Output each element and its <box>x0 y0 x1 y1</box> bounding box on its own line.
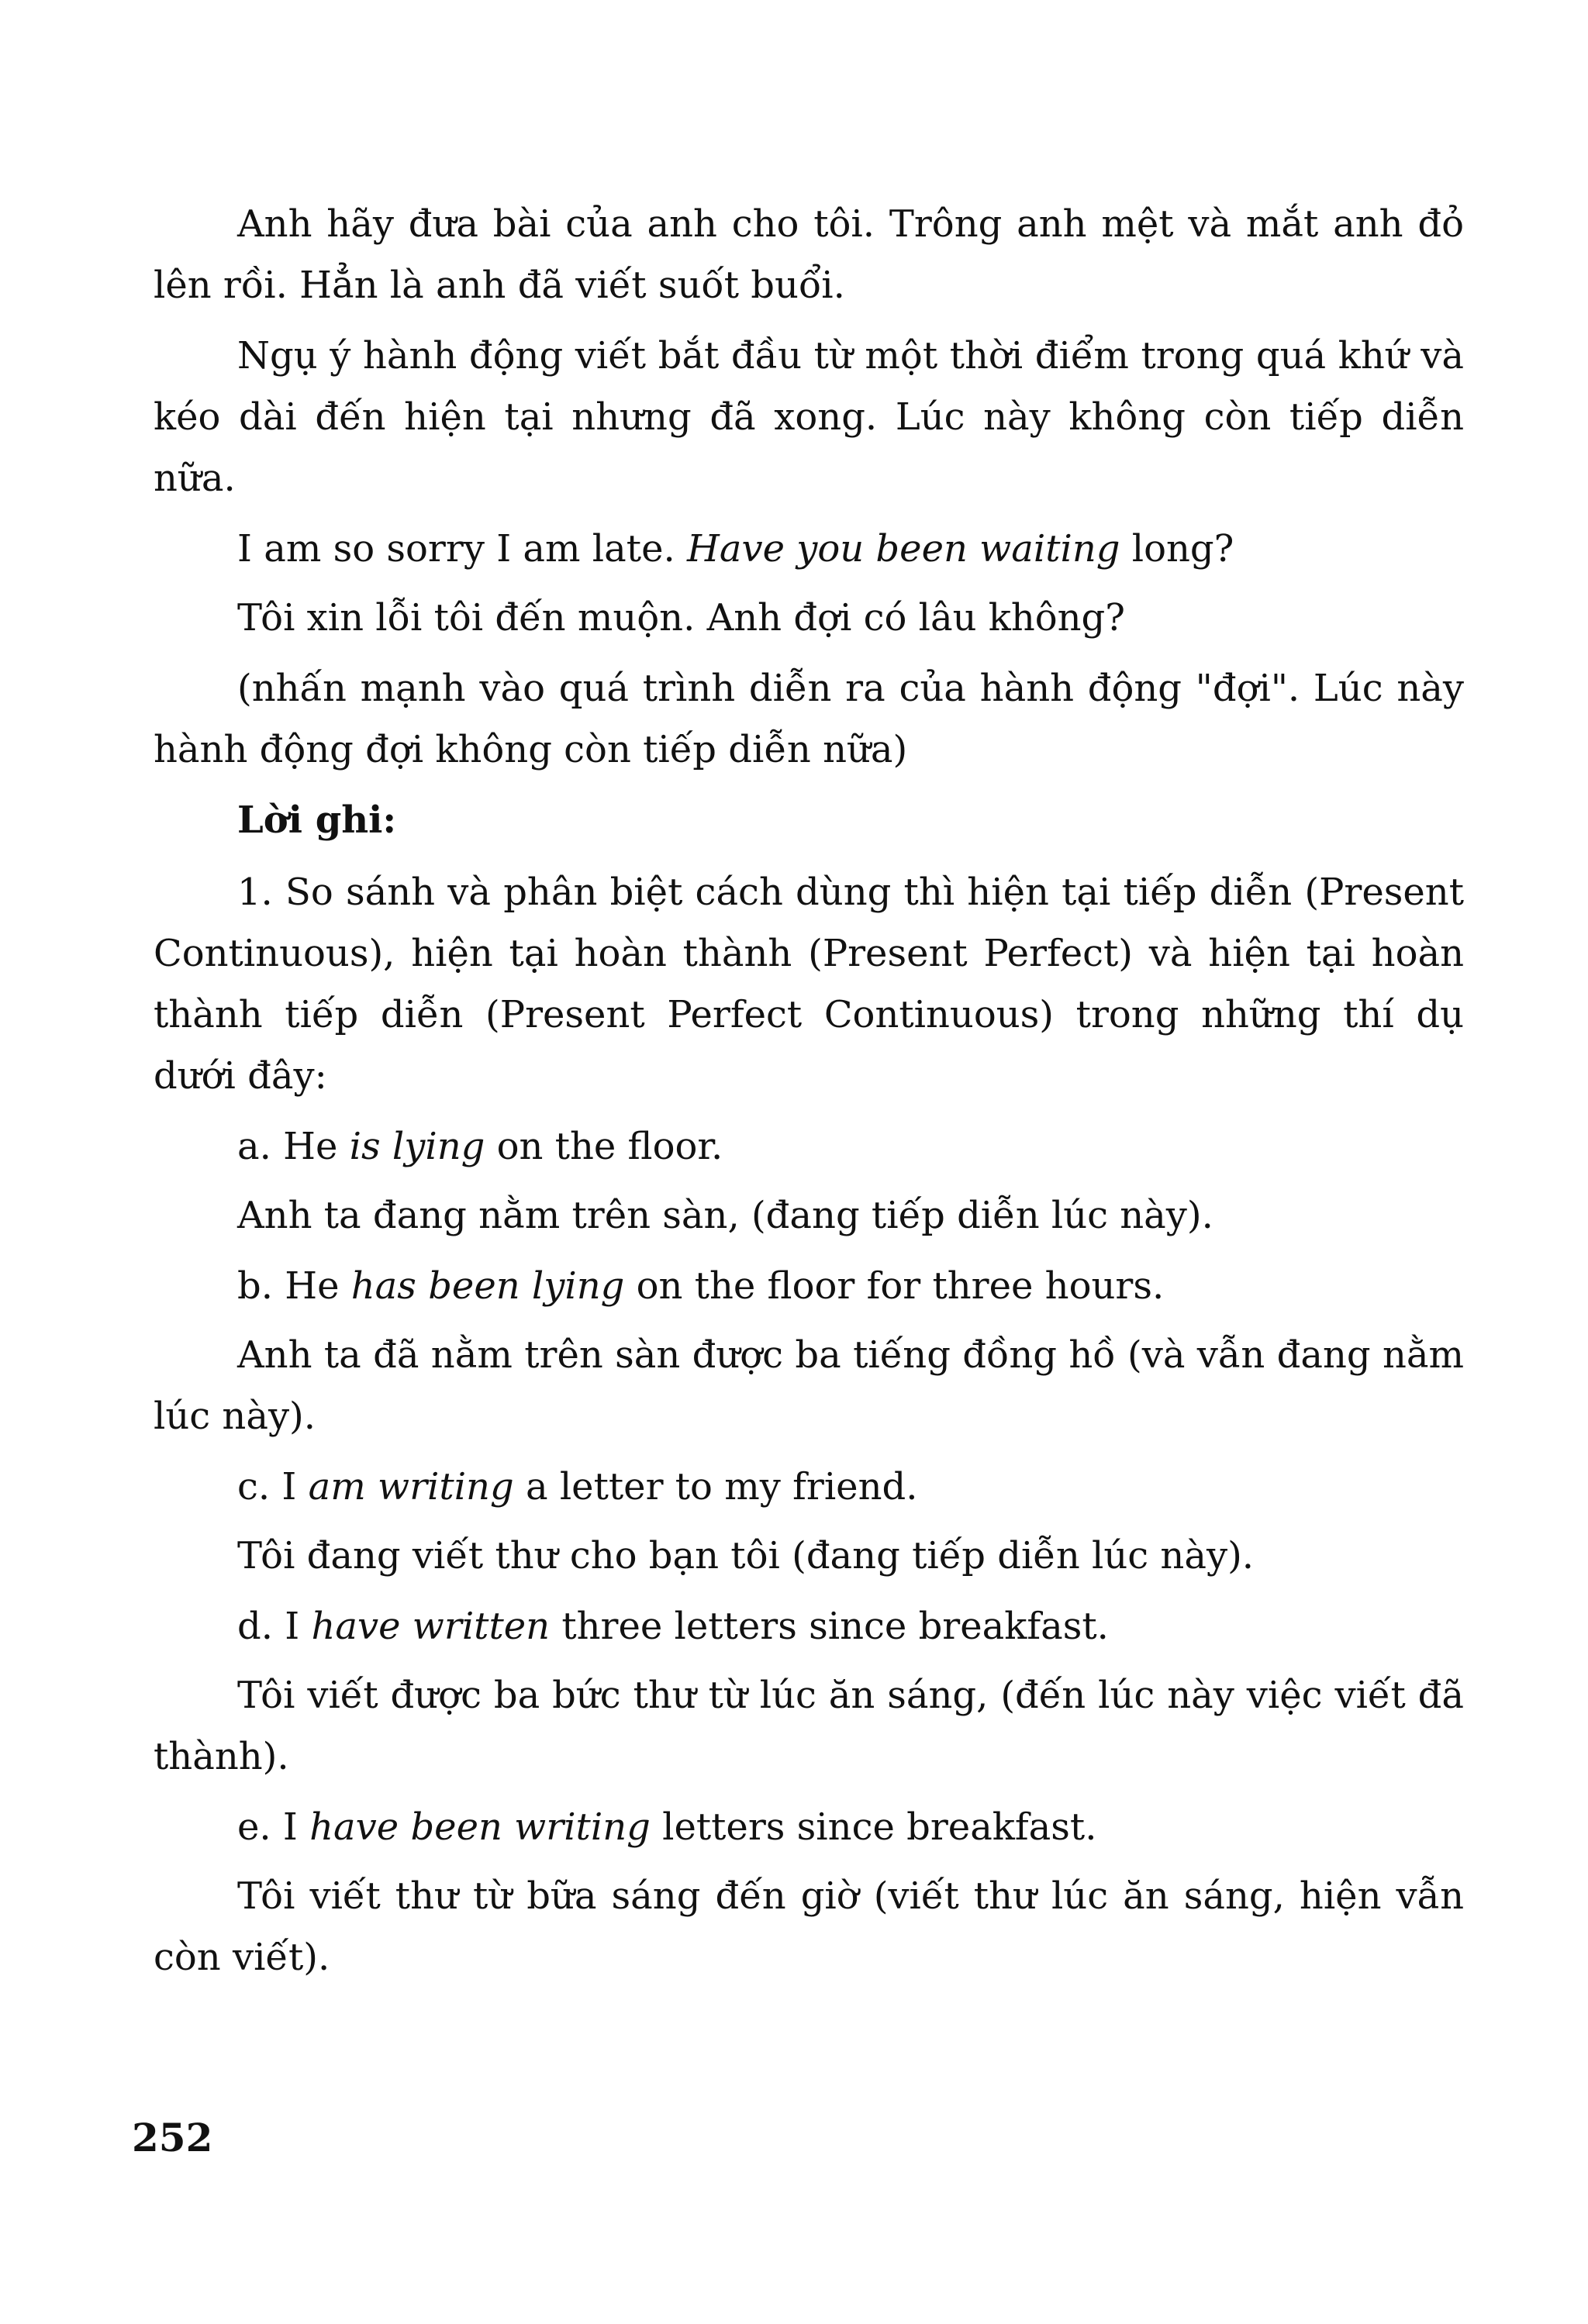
example-verb: has been lying <box>350 1264 625 1308</box>
example-text: d. I <box>237 1605 312 1648</box>
example-text: long? <box>1120 527 1234 571</box>
page-body <box>154 194 1464 1998</box>
example-e <box>154 1797 1464 1858</box>
example-sentence-waiting <box>154 519 1464 580</box>
example-text: c. I <box>237 1465 309 1509</box>
example-text: on the floor. <box>485 1125 723 1168</box>
example-text: I am so sorry I am late. <box>237 527 687 571</box>
exercise-1: 1. So sánh và phân biệt cách dùng thì hiện tại tiếp diễn (Present Continuous), hiện tại hoàn thành (Present Perfect) và hiện tại hoàn thành tiếp diễn (Present Perfect Continuous) trong những thí dụ dưới đây: <box>154 871 1464 1098</box>
example-a <box>154 1116 1464 1178</box>
paragraph-1: Anh hãy đưa bài của anh cho tôi. Trông anh mệt và mắt anh đỏ lên rồi. Hẳn là anh đã viết suốt buổi. <box>154 202 1464 307</box>
paragraph-2: Ngụ ý hành động viết bắt đầu từ một thời điểm trong quá khứ và kéo dài đến hiện tại nhưng đã xong. Lúc này không còn tiếp diễn nữa. <box>154 334 1464 500</box>
note-waiting: (nhấn mạnh vào quá trình diễn ra của hành động "đợi". Lúc này hành động đợi không còn tiếp diễn nữa) <box>154 667 1464 771</box>
example-text: a letter to my friend. <box>513 1465 918 1509</box>
page-number: 252 <box>132 2115 213 2160</box>
example-text: on the floor for three hours. <box>624 1264 1165 1308</box>
example-text: b. He <box>237 1264 351 1308</box>
example-d <box>154 1596 1464 1657</box>
translation-c: Tôi đang viết thư cho bạn tôi (đang tiếp diễn lúc này). <box>237 1534 1255 1577</box>
translation-a: Anh ta đang nằm trên sàn, (đang tiếp diễn lúc này). <box>237 1194 1213 1237</box>
translation-d: Tôi viết được ba bức thư từ lúc ăn sáng, (đến lúc này việc viết đã thành). <box>154 1674 1464 1778</box>
example-text: letters since breakfast. <box>650 1805 1097 1849</box>
example-verb: have been writing <box>309 1805 651 1849</box>
example-verb: is lying <box>349 1125 485 1168</box>
example-text: three letters since breakfast. <box>550 1605 1109 1648</box>
example-verb: Have you been waiting <box>686 527 1120 571</box>
example-text: a. He <box>237 1125 350 1168</box>
example-verb: am writing <box>308 1465 514 1509</box>
translation-waiting: Tôi xin lỗi tôi đến muộn. Anh đợi có lâu không? <box>237 596 1126 640</box>
example-c <box>154 1457 1464 1518</box>
example-verb: have written <box>311 1605 551 1648</box>
example-b <box>154 1256 1464 1317</box>
translation-b: Anh ta đã nằm trên sàn được ba tiếng đồng hồ (và vẫn đang nằm lúc này). <box>154 1333 1464 1438</box>
notes-heading: Lời ghi: <box>237 798 397 842</box>
translation-e: Tôi viết thư từ bữa sáng đến giờ (viết thư lúc ăn sáng, hiện vẫn còn viết). <box>154 1874 1464 1979</box>
example-text: e. I <box>237 1805 310 1849</box>
